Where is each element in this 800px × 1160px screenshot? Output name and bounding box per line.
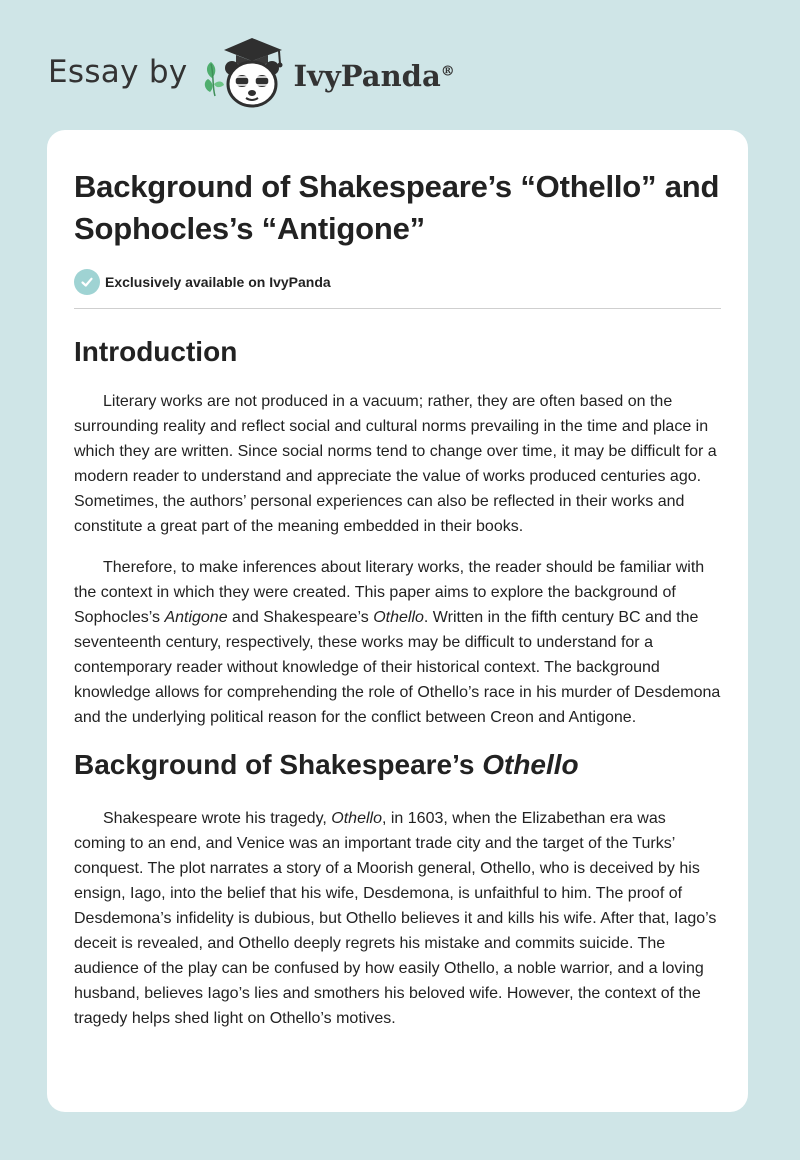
ivypanda-logo-icon[interactable] — [202, 34, 292, 110]
section-heading-introduction: Introduction — [74, 336, 238, 367]
paragraph: Shakespeare wrote his tragedy, Othello, in 1603, when the Elizabethan era was coming to an end, and Venice was an important trade city and the target of the Turks’ conquest. The plot narrates a story of a Moorish general, Othello, who is deceived by his ensign, Iago, into the belief that his wife, Desdemona, is unfaithful to him. The proof of Desdemona’s infidelity is dubious, but Othello believes it and kills his wife. After that, Iago’s deceit is revealed, and Othello deeply regrets his mistake and commits suicide. The audience of the play can be confused by how easily Othello, a noble warrior, and a loving husband, believes Iago’s lies and smothers his beloved wife. However, the context of the tragedy helps shed light on Othello’s motives. — [74, 810, 717, 1027]
site-header — [48, 34, 455, 110]
paragraph: Therefore, to make inferences about literary works, the reader should be familiar with the context in which they were created. This paper aims to explore the background of Sophocles’s Antigone and Shakespeare’s Othello. Written in the fifth century BC and the seventeenth century, respectively, these works may be difficult to understand for a contemporary reader without knowledge of their historical context. The background knowledge allows for comprehending the role of Othello’s race in his murder of Desdemona and the underlying political reason for the conflict between Creon and Antigone. — [74, 559, 721, 726]
check-icon — [74, 269, 100, 295]
ivypanda-wordmark[interactable]: IvyPanda® — [293, 59, 455, 93]
exclusive-badge — [74, 268, 721, 296]
essay-by-label: Essay by — [48, 54, 188, 90]
section-heading-othello-background: Background of Shakespeare’s Othello — [74, 749, 579, 780]
exclusive-badge-label: Exclusively available on IvyPanda — [105, 274, 331, 290]
divider — [74, 308, 721, 309]
essay-title: Background of Shakespeare’s “Othello” and Sophocles’s “Antigone” — [74, 169, 720, 246]
paragraph: Literary works are not produced in a vacuum; rather, they are often based on the surrounding reality and reflect social and cultural norms prevailing in the time and place in which they are written. Since social norms tend to change over time, it may be difficult for a modern reader to understand and appreciate the value of works produced centuries ago. Sometimes, the authors’ personal experiences can also be reflected in their works and constitute a great part of the meaning embedded in their books. — [74, 393, 717, 535]
essay-card — [47, 130, 748, 1112]
